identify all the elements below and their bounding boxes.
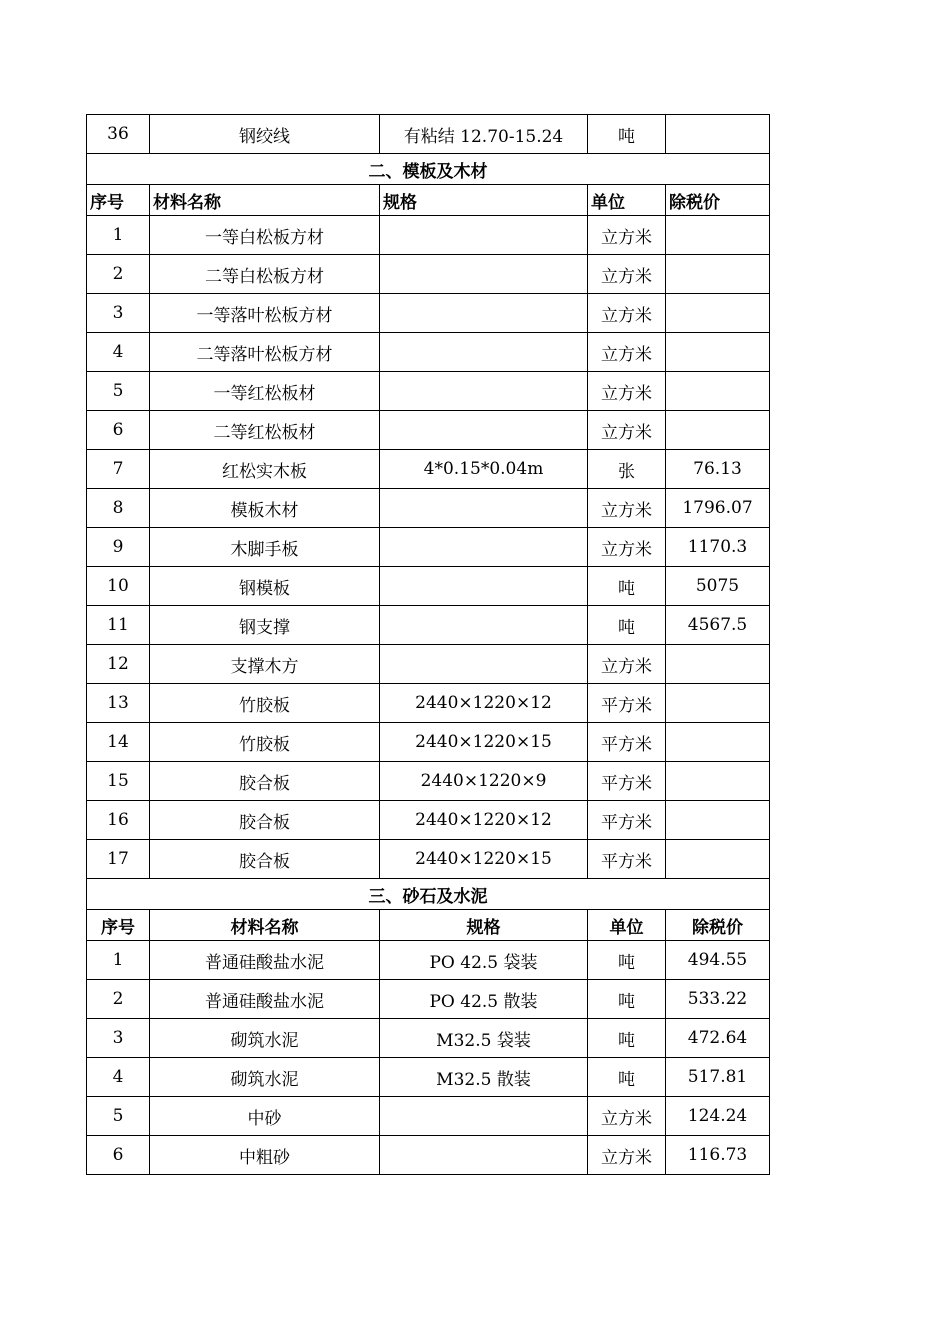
cell-unit: 立方米 (588, 333, 666, 372)
cell-spec (380, 333, 588, 372)
table-row (87, 1097, 770, 1136)
table-row (87, 762, 770, 801)
cell-unit: 立方米 (588, 1136, 666, 1175)
cell-spec: PO 42.5 袋装 (380, 941, 588, 980)
header-spec: 规格 (380, 910, 588, 941)
cell-price: 533.22 (666, 980, 770, 1019)
cell-spec (380, 1097, 588, 1136)
cell-no: 5 (87, 1097, 150, 1136)
cell-spec: 2440×1220×9 (380, 762, 588, 801)
cell-name: 中砂 (150, 1097, 380, 1136)
cell-price (666, 723, 770, 762)
cell-price: 124.24 (666, 1097, 770, 1136)
cell-no: 6 (87, 1136, 150, 1175)
table-row (87, 411, 770, 450)
cell-name: 砌筑水泥 (150, 1019, 380, 1058)
table-row (87, 255, 770, 294)
cell-spec: 4*0.15*0.04m (380, 450, 588, 489)
cell-no: 2 (87, 255, 150, 294)
table-row (87, 1019, 770, 1058)
cell-spec (380, 255, 588, 294)
cell-no: 11 (87, 606, 150, 645)
cell-no: 13 (87, 684, 150, 723)
cell-price: 76.13 (666, 450, 770, 489)
cell-no: 36 (87, 115, 150, 154)
cell-name: 支撑木方 (150, 645, 380, 684)
cell-spec (380, 216, 588, 255)
cell-unit: 平方米 (588, 801, 666, 840)
cell-price: 1796.07 (666, 489, 770, 528)
cell-spec (380, 411, 588, 450)
cell-no: 10 (87, 567, 150, 606)
cell-no: 1 (87, 941, 150, 980)
header-no: 序号 (87, 185, 150, 216)
cell-unit: 张 (588, 450, 666, 489)
cell-no: 7 (87, 450, 150, 489)
section-title: 三、砂石及水泥 (87, 879, 770, 910)
table-row (87, 372, 770, 411)
cell-spec: 2440×1220×15 (380, 723, 588, 762)
cell-price (666, 801, 770, 840)
cell-unit: 吨 (588, 115, 666, 154)
cell-name: 二等红松板材 (150, 411, 380, 450)
cell-name: 模板木材 (150, 489, 380, 528)
cell-no: 4 (87, 333, 150, 372)
table-row (87, 980, 770, 1019)
table-row (87, 489, 770, 528)
cell-no: 9 (87, 528, 150, 567)
cell-price (666, 684, 770, 723)
cell-spec: 2440×1220×12 (380, 801, 588, 840)
table-row (87, 294, 770, 333)
table-row (87, 567, 770, 606)
cell-no: 2 (87, 980, 150, 1019)
cell-spec: 有粘结 12.70-15.24 (380, 115, 588, 154)
cell-unit: 立方米 (588, 255, 666, 294)
cell-spec (380, 294, 588, 333)
cell-unit: 吨 (588, 941, 666, 980)
cell-price: 116.73 (666, 1136, 770, 1175)
cell-price (666, 645, 770, 684)
table-row (87, 333, 770, 372)
table-row (87, 450, 770, 489)
cell-name: 红松实木板 (150, 450, 380, 489)
cell-no: 4 (87, 1058, 150, 1097)
cell-no: 12 (87, 645, 150, 684)
cell-price (666, 372, 770, 411)
table-row (87, 1058, 770, 1097)
cell-name: 钢支撑 (150, 606, 380, 645)
cell-name: 竹胶板 (150, 723, 380, 762)
cell-price (666, 255, 770, 294)
table-row (87, 723, 770, 762)
cell-unit: 立方米 (588, 528, 666, 567)
cell-no: 16 (87, 801, 150, 840)
cell-unit: 立方米 (588, 489, 666, 528)
cell-spec (380, 645, 588, 684)
cell-no: 3 (87, 1019, 150, 1058)
cell-spec: M32.5 袋装 (380, 1019, 588, 1058)
cell-spec: M32.5 散装 (380, 1058, 588, 1097)
cell-no: 15 (87, 762, 150, 801)
cell-price (666, 762, 770, 801)
cell-unit: 吨 (588, 567, 666, 606)
cell-name: 砌筑水泥 (150, 1058, 380, 1097)
table-row (87, 606, 770, 645)
cell-unit: 立方米 (588, 372, 666, 411)
cell-spec: 2440×1220×12 (380, 684, 588, 723)
cell-unit: 吨 (588, 606, 666, 645)
header-row (87, 910, 770, 941)
cell-name: 木脚手板 (150, 528, 380, 567)
cell-unit: 立方米 (588, 294, 666, 333)
cell-price: 5075 (666, 567, 770, 606)
header-price: 除税价 (666, 910, 770, 941)
cell-spec (380, 567, 588, 606)
header-name: 材料名称 (150, 185, 380, 216)
cell-name: 普通硅酸盐水泥 (150, 941, 380, 980)
table-row (87, 528, 770, 567)
cell-unit: 平方米 (588, 840, 666, 879)
table-row (87, 941, 770, 980)
cell-name: 竹胶板 (150, 684, 380, 723)
cell-name: 胶合板 (150, 840, 380, 879)
cell-name: 胶合板 (150, 801, 380, 840)
cell-no: 3 (87, 294, 150, 333)
cell-unit: 立方米 (588, 645, 666, 684)
cell-spec (380, 489, 588, 528)
cell-no: 6 (87, 411, 150, 450)
header-no: 序号 (87, 910, 150, 941)
cell-unit: 立方米 (588, 411, 666, 450)
cell-name: 二等落叶松板方材 (150, 333, 380, 372)
header-row (87, 185, 770, 216)
cell-spec: 2440×1220×15 (380, 840, 588, 879)
header-name: 材料名称 (150, 910, 380, 941)
cell-price: 1170.3 (666, 528, 770, 567)
cell-unit: 平方米 (588, 723, 666, 762)
cell-no: 14 (87, 723, 150, 762)
cell-price (666, 840, 770, 879)
section-title-row (87, 879, 770, 910)
section-title-row (87, 154, 770, 185)
cell-price: 494.55 (666, 941, 770, 980)
table-row (87, 1136, 770, 1175)
cell-unit: 立方米 (588, 216, 666, 255)
cell-unit: 吨 (588, 980, 666, 1019)
cell-no: 8 (87, 489, 150, 528)
cell-name: 一等落叶松板方材 (150, 294, 380, 333)
cell-name: 二等白松板方材 (150, 255, 380, 294)
table-row (87, 115, 770, 154)
table-row (87, 684, 770, 723)
table-row (87, 840, 770, 879)
section-title: 二、模板及木材 (87, 154, 770, 185)
table-row (87, 645, 770, 684)
table-row (87, 216, 770, 255)
cell-spec (380, 372, 588, 411)
cell-unit: 吨 (588, 1058, 666, 1097)
cell-no: 5 (87, 372, 150, 411)
cell-price (666, 333, 770, 372)
cell-unit: 吨 (588, 1019, 666, 1058)
header-unit: 单位 (588, 910, 666, 941)
cell-price (666, 216, 770, 255)
cell-spec (380, 528, 588, 567)
cell-unit: 平方米 (588, 684, 666, 723)
cell-name: 普通硅酸盐水泥 (150, 980, 380, 1019)
cell-name: 钢模板 (150, 567, 380, 606)
cell-no: 17 (87, 840, 150, 879)
cell-spec: PO 42.5 散装 (380, 980, 588, 1019)
header-unit: 单位 (588, 185, 666, 216)
cell-price (666, 294, 770, 333)
price-table (86, 114, 770, 1175)
cell-name: 一等红松板材 (150, 372, 380, 411)
table-row (87, 801, 770, 840)
cell-price: 4567.5 (666, 606, 770, 645)
cell-name: 一等白松板方材 (150, 216, 380, 255)
cell-name: 钢绞线 (150, 115, 380, 154)
header-price: 除税价 (666, 185, 770, 216)
cell-price: 472.64 (666, 1019, 770, 1058)
cell-no: 1 (87, 216, 150, 255)
cell-price (666, 115, 770, 154)
cell-spec (380, 1136, 588, 1175)
cell-name: 胶合板 (150, 762, 380, 801)
cell-spec (380, 606, 588, 645)
cell-unit: 立方米 (588, 1097, 666, 1136)
cell-name: 中粗砂 (150, 1136, 380, 1175)
cell-unit: 平方米 (588, 762, 666, 801)
cell-price: 517.81 (666, 1058, 770, 1097)
cell-price (666, 411, 770, 450)
header-spec: 规格 (380, 185, 588, 216)
